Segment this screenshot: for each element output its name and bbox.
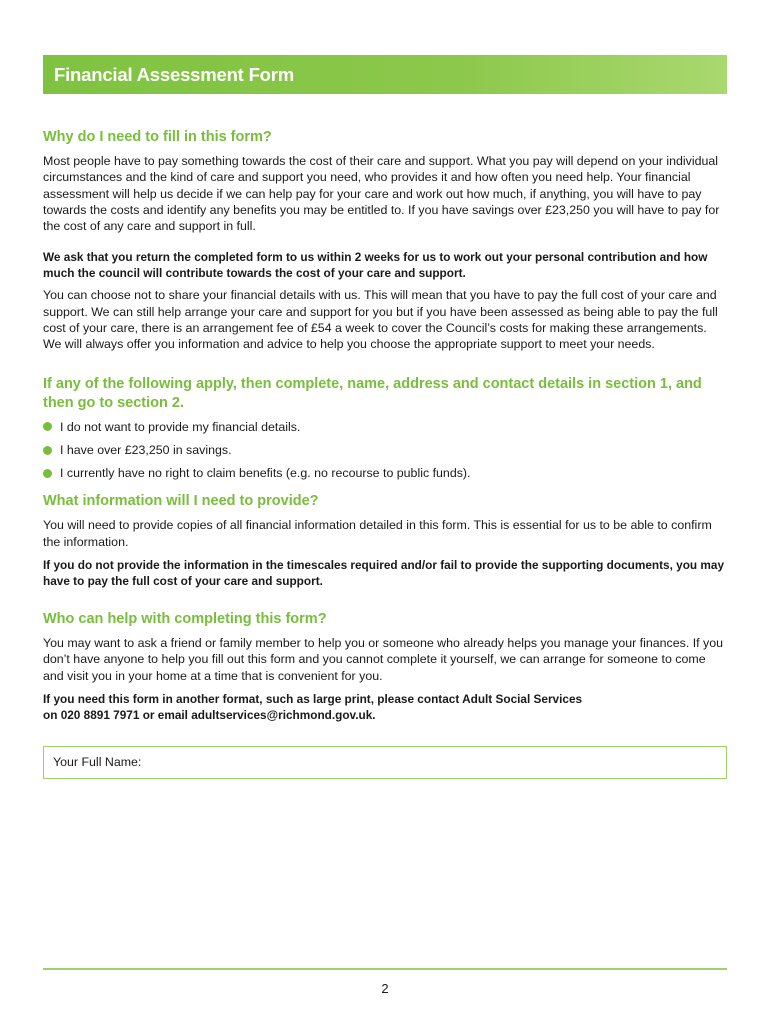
list-item (43, 465, 727, 481)
full-name-field[interactable] (43, 746, 727, 779)
bullet-dot-icon (43, 446, 52, 455)
info-warning: If you do not provide the information in the timescales required and/or fail to provide the supporting documents, you may have to pay the full cost of your care and support. (43, 558, 725, 589)
list-item (43, 442, 727, 458)
full-name-label: Your Full Name: (53, 755, 142, 770)
list-item (43, 419, 727, 435)
opt-out-paragraph: You can choose not to share your financial details with us. This will mean that you have to pay the full cost of your care and support. We can still help arrange your care and support for you but if you have been assessed as being able to pay the full cost of your care, there is an arrangement fee of £54 a week to cover the Council’s costs for making these arrangements. We will always offer you information and advice to help you choose the appropriate support to meet your needs. (43, 288, 718, 352)
help-paragraph: You may want to ask a friend or family member to help you or someone who already helps you manage your finances. If you don’t have anyone to help you fill out this form and you cannot complete it yourself, we can arrange for someone to come and visit you in your home at a time that is convenient for you. (43, 636, 724, 683)
contact-line-2: on 020 8891 7971 or email adultservices@richmond.gov.uk. (43, 707, 376, 722)
list-item-text: I currently have no right to claim benefits (e.g. no recourse to public funds). (60, 466, 471, 481)
why-paragraph: Most people have to pay something towards the cost of their care and support. What you pay will depend on your individual circumstances and the kind of care and support you need, who provides it and how often you need help. Your financial assessment will help us decide if we can help pay for your care and work out how much, if anything, you will have to pay towards the costs and identify any benefits you may be entitled to. If you have savings over £23,250 you will have to pay for the cost of any care and support in full. (43, 154, 720, 234)
why-heading: Why do I need to fill in this form? (43, 129, 272, 145)
list-item-text: I have over £23,250 in savings. (60, 443, 232, 458)
info-heading: What information will I need to provide? (43, 493, 319, 510)
apply-list (43, 419, 727, 482)
contact-notice (43, 691, 727, 723)
bullet-dot-icon (43, 422, 52, 431)
list-item-text: I do not want to provide my financial details. (60, 419, 301, 434)
title-banner (43, 55, 727, 94)
return-deadline-notice: We ask that you return the completed form to us within 2 weeks for us to work out your personal contribution and how much the council will contribute towards the cost of your care and support. (43, 250, 708, 281)
apply-heading: If any of the following apply, then complete, name, address and contact details in section 1, and then go to section 2. (43, 375, 702, 411)
form-page (43, 55, 727, 779)
help-heading: Who can help with completing this form? (43, 611, 327, 628)
contact-line-1: If you need this form in another format, such as large print, please contact Adult Social Services (43, 691, 583, 706)
page-number: 2 (381, 981, 389, 996)
footer-divider (43, 968, 727, 970)
info-paragraph: You will need to provide copies of all financial information detailed in this form. This is essential for us to be able to confirm the information. (43, 518, 712, 549)
form-title: Financial Assessment Form (54, 63, 295, 85)
bullet-dot-icon (43, 469, 52, 478)
